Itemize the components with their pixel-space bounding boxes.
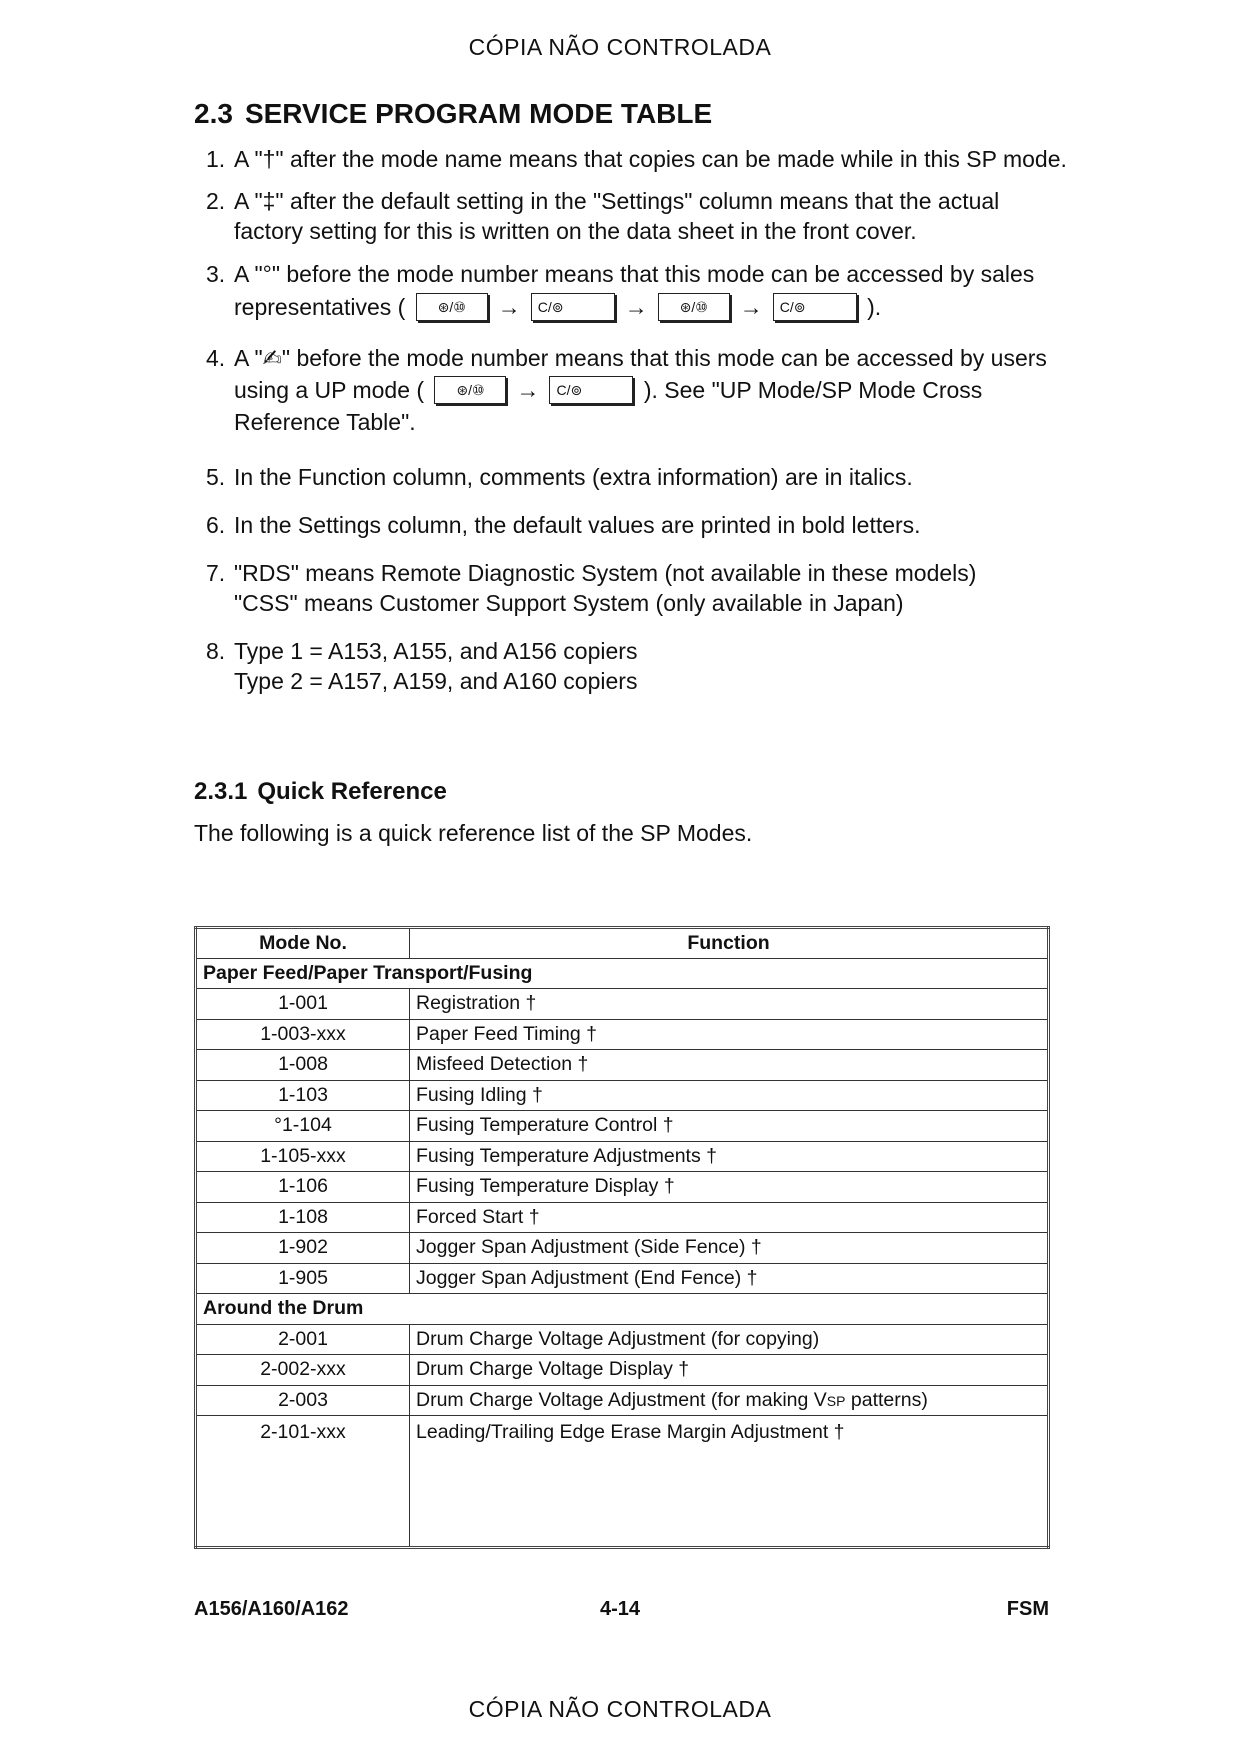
mode-cell: 2-101-xxx — [196, 1416, 410, 1548]
section-row — [196, 1294, 1049, 1325]
mode-cell: 2-002-xxx — [196, 1355, 410, 1386]
note-3-number: 3. — [206, 261, 226, 287]
note-7-line-1: "RDS" means Remote Diagnostic System (not available in these models) — [234, 560, 977, 586]
subsection-number: 2.3.1 — [194, 778, 248, 805]
footer-manual-code: FSM — [1006, 1598, 1049, 1620]
footer-page-number: 4-14 — [599, 1598, 641, 1620]
program-key-icon: ⊛/⑩ — [416, 293, 488, 321]
table-row — [196, 1324, 1049, 1355]
table-row — [196, 1111, 1049, 1142]
note-7 — [194, 558, 1074, 618]
note-3 — [194, 258, 1074, 324]
note-2 — [194, 186, 1074, 246]
table-row — [196, 1263, 1049, 1294]
function-cell: Drum Charge Voltage Adjustment (for copying) — [410, 1324, 1049, 1355]
table-row — [196, 1233, 1049, 1264]
note-1-text: A "†" after the mode name means that copies can be made while in this SP mode. — [234, 146, 1067, 172]
section-row — [196, 958, 1049, 989]
note-6 — [194, 510, 1074, 540]
uncontrolled-copy-stamp-top: CÓPIA NÃO CONTROLADA — [468, 34, 772, 60]
function-cell: Fusing Temperature Control † — [410, 1111, 1049, 1142]
note-3-text: A "°" before the mode number means that this mode can be accessed by sales representatives ( — [234, 261, 1035, 320]
mode-cell: 1-001 — [196, 989, 410, 1020]
table-row — [196, 1416, 1049, 1548]
table-row — [196, 1019, 1049, 1050]
function-cell: Misfeed Detection † — [410, 1050, 1049, 1081]
header-mode-no: Mode No. — [196, 928, 410, 959]
note-7-number: 7. — [206, 560, 226, 586]
note-5-number: 5. — [206, 464, 226, 490]
function-cell: Jogger Span Adjustment (Side Fence) † — [410, 1233, 1049, 1264]
arrow-icon: → — [739, 294, 763, 320]
function-cell: Paper Feed Timing † — [410, 1019, 1049, 1050]
table-row — [196, 1050, 1049, 1081]
function-cell: Registration † — [410, 989, 1049, 1020]
function-cell: Drum Charge Voltage Display † — [410, 1355, 1049, 1386]
section-label: Around the Drum — [196, 1294, 1049, 1325]
table-row — [196, 1141, 1049, 1172]
note-6-number: 6. — [206, 512, 226, 538]
mode-cell: 1-103 — [196, 1080, 410, 1111]
note-8-line-1: Type 1 = A153, A155, and A156 copiers — [234, 638, 638, 664]
note-1 — [194, 144, 1074, 174]
mode-cell: 1-003-xxx — [196, 1019, 410, 1050]
arrow-icon: → — [624, 294, 648, 320]
sp-mode-table — [194, 926, 1050, 1549]
footer-model-codes: A156/A160/A162 — [194, 1598, 349, 1620]
vsp-subscript: SP — [826, 1392, 846, 1409]
uncontrolled-copy-stamp-bottom: CÓPIA NÃO CONTROLADA — [468, 1696, 772, 1722]
note-7-line-2: "CSS" means Customer Support System (only available in Japan) — [234, 590, 904, 616]
section-title — [194, 98, 712, 130]
mode-cell: 1-008 — [196, 1050, 410, 1081]
clear-stop-key-icon: C/⊚ — [773, 293, 857, 321]
subsection-title-text: Quick Reference — [257, 778, 447, 805]
arrow-icon: → — [516, 377, 540, 403]
table-row — [196, 1202, 1049, 1233]
section-title-text: SERVICE PROGRAM MODE TABLE — [244, 98, 713, 129]
mode-cell: 1-905 — [196, 1263, 410, 1294]
function-cell: Leading/Trailing Edge Erase Margin Adjustment † — [410, 1416, 1049, 1548]
intro-text: The following is a quick reference list of the SP Modes. — [194, 820, 753, 846]
function-cell: Fusing Idling † — [410, 1080, 1049, 1111]
note-8-number: 8. — [206, 638, 226, 664]
table-row — [196, 1355, 1049, 1386]
note-8-line-2: Type 2 = A157, A159, and A160 copiers — [234, 668, 638, 694]
header-function: Function — [410, 928, 1049, 959]
note-4-end: ). See "UP Mode/SP Mode Cross Reference Table". — [234, 377, 983, 435]
note-2-number: 2. — [206, 188, 226, 214]
function-cell: Fusing Temperature Adjustments † — [410, 1141, 1049, 1172]
note-1-number: 1. — [206, 146, 226, 172]
note-2-text: A "‡" after the default setting in the "Settings" column means that the actual factory setting for this is written on the data sheet in the front cover. — [234, 188, 1000, 244]
mode-cell: 1-108 — [196, 1202, 410, 1233]
table-row — [196, 1385, 1049, 1416]
note-8 — [194, 636, 1074, 696]
mode-cell: 1-106 — [196, 1172, 410, 1203]
note-4 — [194, 342, 1074, 438]
function-text: Drum Charge Voltage Adjustment (for making V — [416, 1388, 827, 1411]
subsection-title — [194, 778, 447, 806]
mode-cell: 1-902 — [196, 1233, 410, 1264]
notes-list — [194, 144, 1074, 696]
function-cell: Fusing Temperature Display † — [410, 1172, 1049, 1203]
note-6-text: In the Settings column, the default values are printed in bold letters. — [234, 512, 921, 538]
function-cell — [410, 1385, 1049, 1416]
mode-cell: 2-001 — [196, 1324, 410, 1355]
section-label: Paper Feed/Paper Transport/Fusing — [196, 958, 1049, 989]
arrow-icon: → — [497, 294, 521, 320]
note-5-text: In the Function column, comments (extra information) are in italics. — [234, 464, 913, 490]
table-row — [196, 989, 1049, 1020]
table-header-row — [196, 928, 1049, 959]
clear-stop-key-icon: C/⊚ — [549, 376, 633, 404]
function-cell: Jogger Span Adjustment (End Fence) † — [410, 1263, 1049, 1294]
mode-cell: 1-105-xxx — [196, 1141, 410, 1172]
table-row — [196, 1172, 1049, 1203]
clear-stop-key-icon: C/⊚ — [531, 293, 615, 321]
note-5 — [194, 462, 1074, 492]
note-3-end: ). — [867, 294, 882, 320]
note-4-number: 4. — [206, 345, 226, 371]
program-key-icon: ⊛/⑩ — [658, 293, 730, 321]
function-text-end: patterns) — [845, 1388, 928, 1411]
mode-cell: °1-104 — [196, 1111, 410, 1142]
section-number: 2.3 — [194, 98, 233, 129]
function-cell: Forced Start † — [410, 1202, 1049, 1233]
table-row — [196, 1080, 1049, 1111]
mode-cell: 2-003 — [196, 1385, 410, 1416]
program-key-icon: ⊛/⑩ — [434, 376, 506, 404]
note-4-text: A "✍" before the mode number means that this mode can be accessed by users using a UP mode ( — [234, 345, 1047, 403]
